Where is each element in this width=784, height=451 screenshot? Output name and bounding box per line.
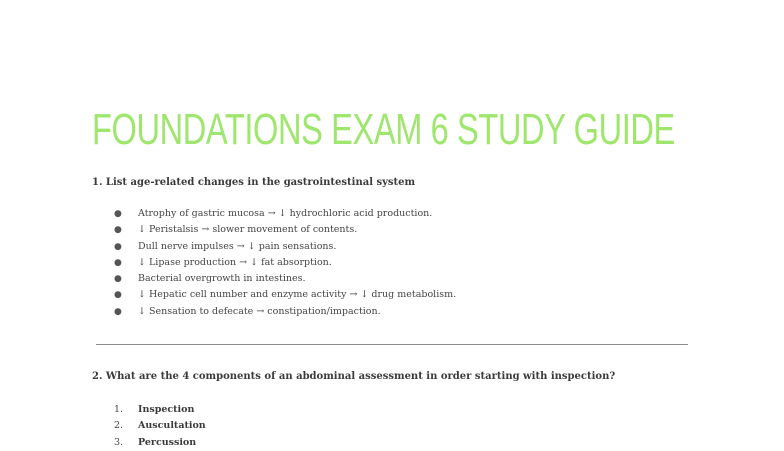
- bullet-icon: ●: [114, 306, 122, 317]
- question-2: 2. What are the 4 components of an abdominal assessment in order starting with inspection?: [92, 371, 616, 382]
- list-item-text: ↓ Peristalsis → slower movement of contents.: [138, 224, 358, 236]
- list-item-text: Dull nerve impulses → ↓ pain sensations.: [138, 240, 337, 252]
- list-item-text: ↓ Hepatic cell number and enzyme activity → ↓ drug metabolism.: [138, 289, 457, 301]
- list-number: 2.: [114, 420, 124, 432]
- bullet-icon: ●: [114, 241, 122, 252]
- bullet-icon: ●: [114, 290, 122, 301]
- bullet-icon: ●: [114, 225, 122, 236]
- document-title: FOUNDATIONS EXAM 6 STUDY GUIDE: [92, 105, 675, 154]
- section-divider: [96, 344, 688, 345]
- list-item-text: Auscultation: [138, 420, 206, 432]
- bullet-icon: ●: [114, 257, 122, 268]
- list-item-text: Atrophy of gastric mucosa → ↓ hydrochloric acid production.: [138, 208, 433, 219]
- list-item-text: ↓ Sensation to defecate → constipation/impaction.: [138, 305, 381, 317]
- bullet-icon: ●: [114, 209, 122, 219]
- list-item-text: Bacterial overgrowth in intestines.: [138, 273, 306, 285]
- list-item-text: Inspection: [138, 404, 195, 415]
- bullet-icon: ●: [114, 274, 122, 285]
- list-item-text: Percussion: [138, 436, 197, 448]
- list-number: 3.: [114, 436, 124, 448]
- list-number: 1.: [114, 404, 124, 415]
- question-1: 1. List age-related changes in the gastrointestinal system: [92, 177, 416, 188]
- list-item-text: ↓ Lipase production → ↓ fat absorption.: [138, 256, 332, 268]
